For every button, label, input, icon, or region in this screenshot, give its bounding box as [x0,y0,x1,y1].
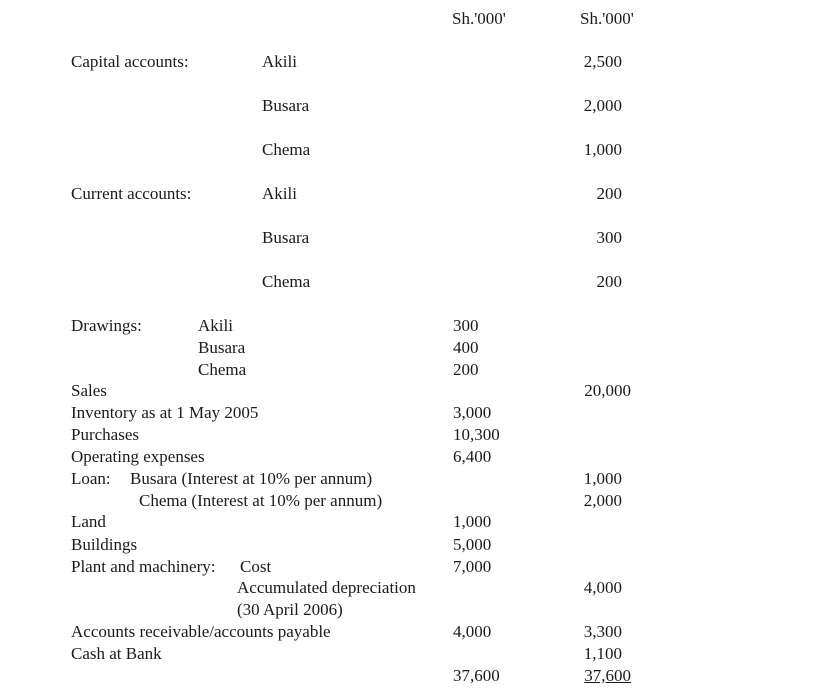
drawings-busara-debit: 400 [453,338,479,357]
loan-chema-credit: 2,000 [583,491,622,510]
current-name-akili: Akili [262,184,297,203]
debit-column-header: Sh.'000' [452,9,506,28]
capital-accounts-label: Capital accounts: [71,52,189,71]
current-name-chema: Chema [262,272,311,291]
current-busara-credit: 300 [596,228,622,247]
loan-label: Loan: [71,469,111,488]
land-debit: 1,000 [453,512,492,531]
current-akili-credit: 200 [596,184,622,203]
operating-expenses-debit: 6,400 [453,447,492,466]
loan-busara-label: Busara (Interest at 10% per annum) [130,469,373,488]
total-debit: 37,600 [453,666,500,685]
current-name-busara: Busara [262,228,310,247]
sales-label: Sales [71,381,107,400]
plant-cost-debit: 7,000 [453,557,492,576]
drawings-label: Drawings: [71,316,142,335]
buildings-debit: 5,000 [453,535,492,554]
purchases-label: Purchases [71,425,139,444]
operating-expenses-label: Operating expenses [71,447,205,466]
inventory-label: Inventory as at 1 May 2005 [71,403,259,422]
payables-credit: 3,300 [583,622,622,641]
total-credit: 37,600 [584,666,631,685]
capital-name-busara: Busara [262,96,310,115]
cash-at-bank-credit: 1,100 [583,644,622,663]
capital-busara-credit: 2,000 [583,96,622,115]
current-accounts-label: Current accounts: [71,184,192,203]
capital-name-chema: Chema [262,140,311,159]
capital-chema-credit: 1,000 [583,140,622,159]
drawings-akili-debit: 300 [453,316,479,335]
buildings-label: Buildings [71,535,138,554]
loan-chema-label: Chema (Interest at 10% per annum) [139,491,383,510]
plant-cost-label: Cost [240,557,272,576]
accumulated-depreciation-date: (30 April 2006) [237,600,343,619]
loan-busara-credit: 1,000 [583,469,622,488]
credit-column-header: Sh.'000' [580,9,634,28]
cash-at-bank-label: Cash at Bank [71,644,162,663]
drawings-name-chema: Chema [198,360,247,379]
plant-machinery-label: Plant and machinery: [71,557,216,576]
drawings-name-busara: Busara [198,338,246,357]
drawings-chema-debit: 200 [453,360,479,379]
land-label: Land [71,512,106,531]
capital-akili-credit: 2,500 [583,52,622,71]
purchases-debit: 10,300 [453,425,500,444]
current-chema-credit: 200 [596,272,622,291]
receivables-debit: 4,000 [453,622,492,641]
capital-name-akili: Akili [262,52,297,71]
inventory-debit: 3,000 [453,403,492,422]
accumulated-depreciation-label: Accumulated depreciation [237,578,416,597]
accumulated-depreciation-credit: 4,000 [583,578,622,597]
drawings-name-akili: Akili [198,316,233,335]
receivables-payables-label: Accounts receivable/accounts payable [71,622,331,641]
sales-credit: 20,000 [584,381,631,400]
